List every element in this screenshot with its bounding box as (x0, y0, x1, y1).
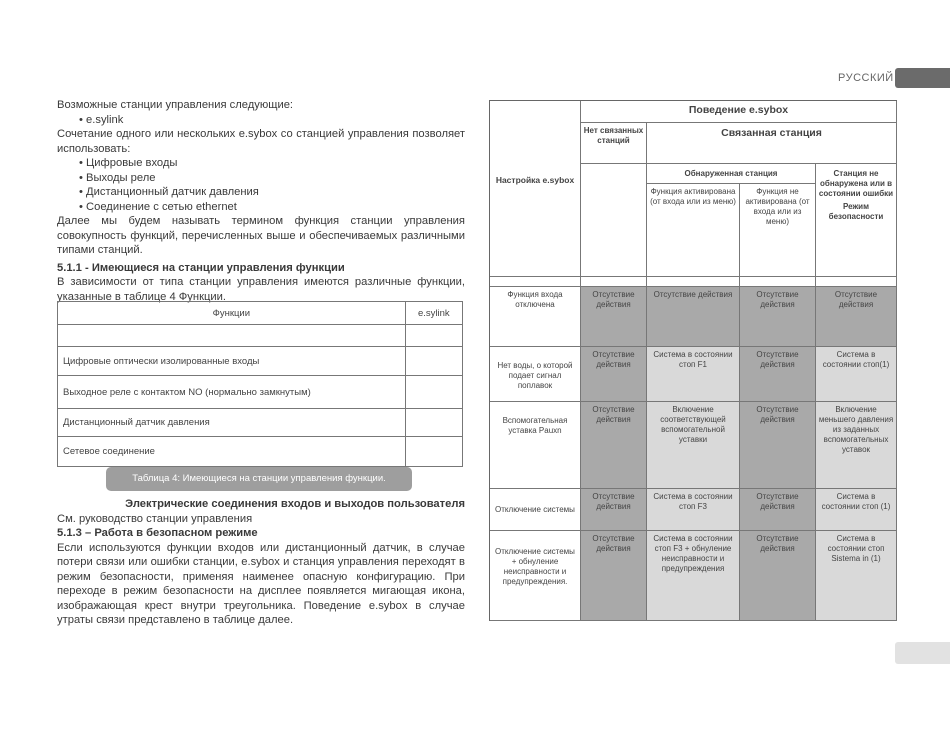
behavior-cell: Отсутствие действия (740, 489, 816, 531)
table-cell: Сетевое соединение (58, 437, 406, 467)
table-cell (405, 409, 462, 437)
section-511-text: В зависимости от типа станции управления имеются различные функции, указанные в таблице 4 Функции. (57, 276, 465, 303)
behavior-cell: Отсутствие действия (581, 402, 647, 489)
table-cell (58, 325, 406, 347)
behavior-cell: Отсутствие действия (816, 287, 897, 347)
behavior-cell: Включение меньшего давления из заданных вспомогательных уставок (816, 402, 897, 489)
func-active-header: Функция активирована (от входа или из меню) (647, 184, 740, 277)
setting-cell: Отключение системы + обнуление неисправности и предупреждения. (490, 531, 581, 621)
spacer-cell (816, 277, 897, 287)
behavior-cell: Система в состоянии стоп(1) (816, 347, 897, 402)
behavior-cell: Включение соответствующей вспомогательной уставки (647, 402, 740, 489)
not-detected-label: Станция не обнаружена или в состоянии ошибки (818, 169, 894, 198)
behavior-cell: Отсутствие действия (581, 287, 647, 347)
behavior-cell: Отсутствие действия (581, 347, 647, 402)
table-cell: Цифровые оптически изолированные входы (58, 347, 406, 376)
behavior-cell: Система в состоянии стоп Sistema in (1) (816, 531, 897, 621)
table-cell: Выходное реле с контактом NO (нормально замкнутым) (58, 376, 406, 409)
empty-header-cell (581, 164, 647, 277)
behavior-cell: Система в состоянии стоп F3 (647, 489, 740, 531)
feature-item: • Соединение с сетью ethernet (57, 200, 465, 215)
functions-header: Функции (58, 302, 406, 325)
safe-mode-section (57, 497, 465, 628)
spacer-cell (647, 277, 740, 287)
intro-section (57, 98, 465, 304)
setting-cell: Вспомогательная уставка Pauxn (490, 402, 581, 489)
language-tab (895, 68, 950, 88)
table-caption: Таблица 4: Имеющиеся на станции управления функции. (106, 467, 412, 491)
table-cell (405, 325, 462, 347)
combination-paragraph: Сочетание одного или нескольких e.sybox со станцией управления позволяет использовать: (57, 128, 465, 155)
feature-item: • Выходы реле (57, 171, 465, 186)
behavior-cell: Система в состоянии стоп F3 + обнуление неисправности и предупреждения (647, 531, 740, 621)
safe-mode-label: Режим безопасности (828, 202, 884, 221)
not-detected-header (816, 164, 897, 277)
table-cell: Дистанционный датчик давления (58, 409, 406, 437)
section-512-title: Электрические соединения входов и выходов пользователя (125, 498, 465, 510)
behavior-cell: Отсутствие действия (581, 489, 647, 531)
behavior-cell: Система в состоянии стоп (1) (816, 489, 897, 531)
feature-item: • Цифровые входы (57, 156, 465, 171)
table-cell (405, 347, 462, 376)
behavior-cell: Отсутствие действия (740, 287, 816, 347)
esylink-header: e.sylink (405, 302, 462, 325)
behavior-cell: Отсутствие действия (740, 402, 816, 489)
features-list (57, 156, 465, 214)
functions-table (57, 301, 463, 467)
intro-line: Возможные станции управления следующие: (57, 99, 294, 111)
page-tab (895, 642, 950, 664)
setting-cell: Функция входа отключена (490, 287, 581, 347)
spacer-cell (581, 277, 647, 287)
language-label: РУССКИЙ (838, 72, 894, 84)
esylink-list (57, 113, 465, 128)
no-station-header: Нет связанных станций (581, 123, 647, 164)
esylink-item: • e.sylink (57, 113, 465, 128)
section-512-text: См. руководство станции управления (57, 512, 253, 525)
spacer-cell (490, 277, 581, 287)
section-513-title: 5.1.3 – Работа в безопасном режиме (57, 527, 258, 539)
spacer-cell (740, 277, 816, 287)
table-cell (405, 376, 462, 409)
behavior-cell: Отсутствие действия (740, 347, 816, 402)
function-paragraph: Далее мы будем называть термином функция станции управления совокупность функций, перечисленных выше и обеспечиваемых различными типами станций. (57, 215, 465, 256)
behavior-header: Поведение e.sybox (581, 101, 897, 123)
setting-header: Настройка e.sybox (490, 101, 581, 277)
behavior-cell: Отсутствие действия (581, 531, 647, 621)
section-511-title: 5.1.1 - Имеющиеся на станции управления функции (57, 261, 345, 274)
func-inactive-header: Функция не активирована (от входа или из меню) (740, 184, 816, 277)
table-cell (405, 437, 462, 467)
behavior-table (489, 100, 897, 621)
behavior-cell: Система в состоянии стоп F1 (647, 347, 740, 402)
linked-station-header: Связанная станция (647, 123, 897, 164)
behavior-cell: Отсутствие действия (740, 531, 816, 621)
feature-item: • Дистанционный датчик давления (57, 185, 465, 200)
detected-station-header: Обнаруженная станция (647, 164, 816, 184)
behavior-cell: Отсутствие действия (647, 287, 740, 347)
setting-cell: Отключение системы (490, 489, 581, 531)
setting-cell: Нет воды, о которой подает сигнал поплавок (490, 347, 581, 402)
section-513-text: Если используются функции входов или дистанционный датчик, в случае потери связи или ошибки станции, e.sybox и станция управления переходят в режим безопасности, применяя наименее опасную конфигурацию. При переходе в режим безопасности на дисплее появляется мигающая икона, изображающая крест внутри треугольника. Поведение e.sybox в случае утраты связи представлено в таблице далее. (57, 541, 465, 626)
